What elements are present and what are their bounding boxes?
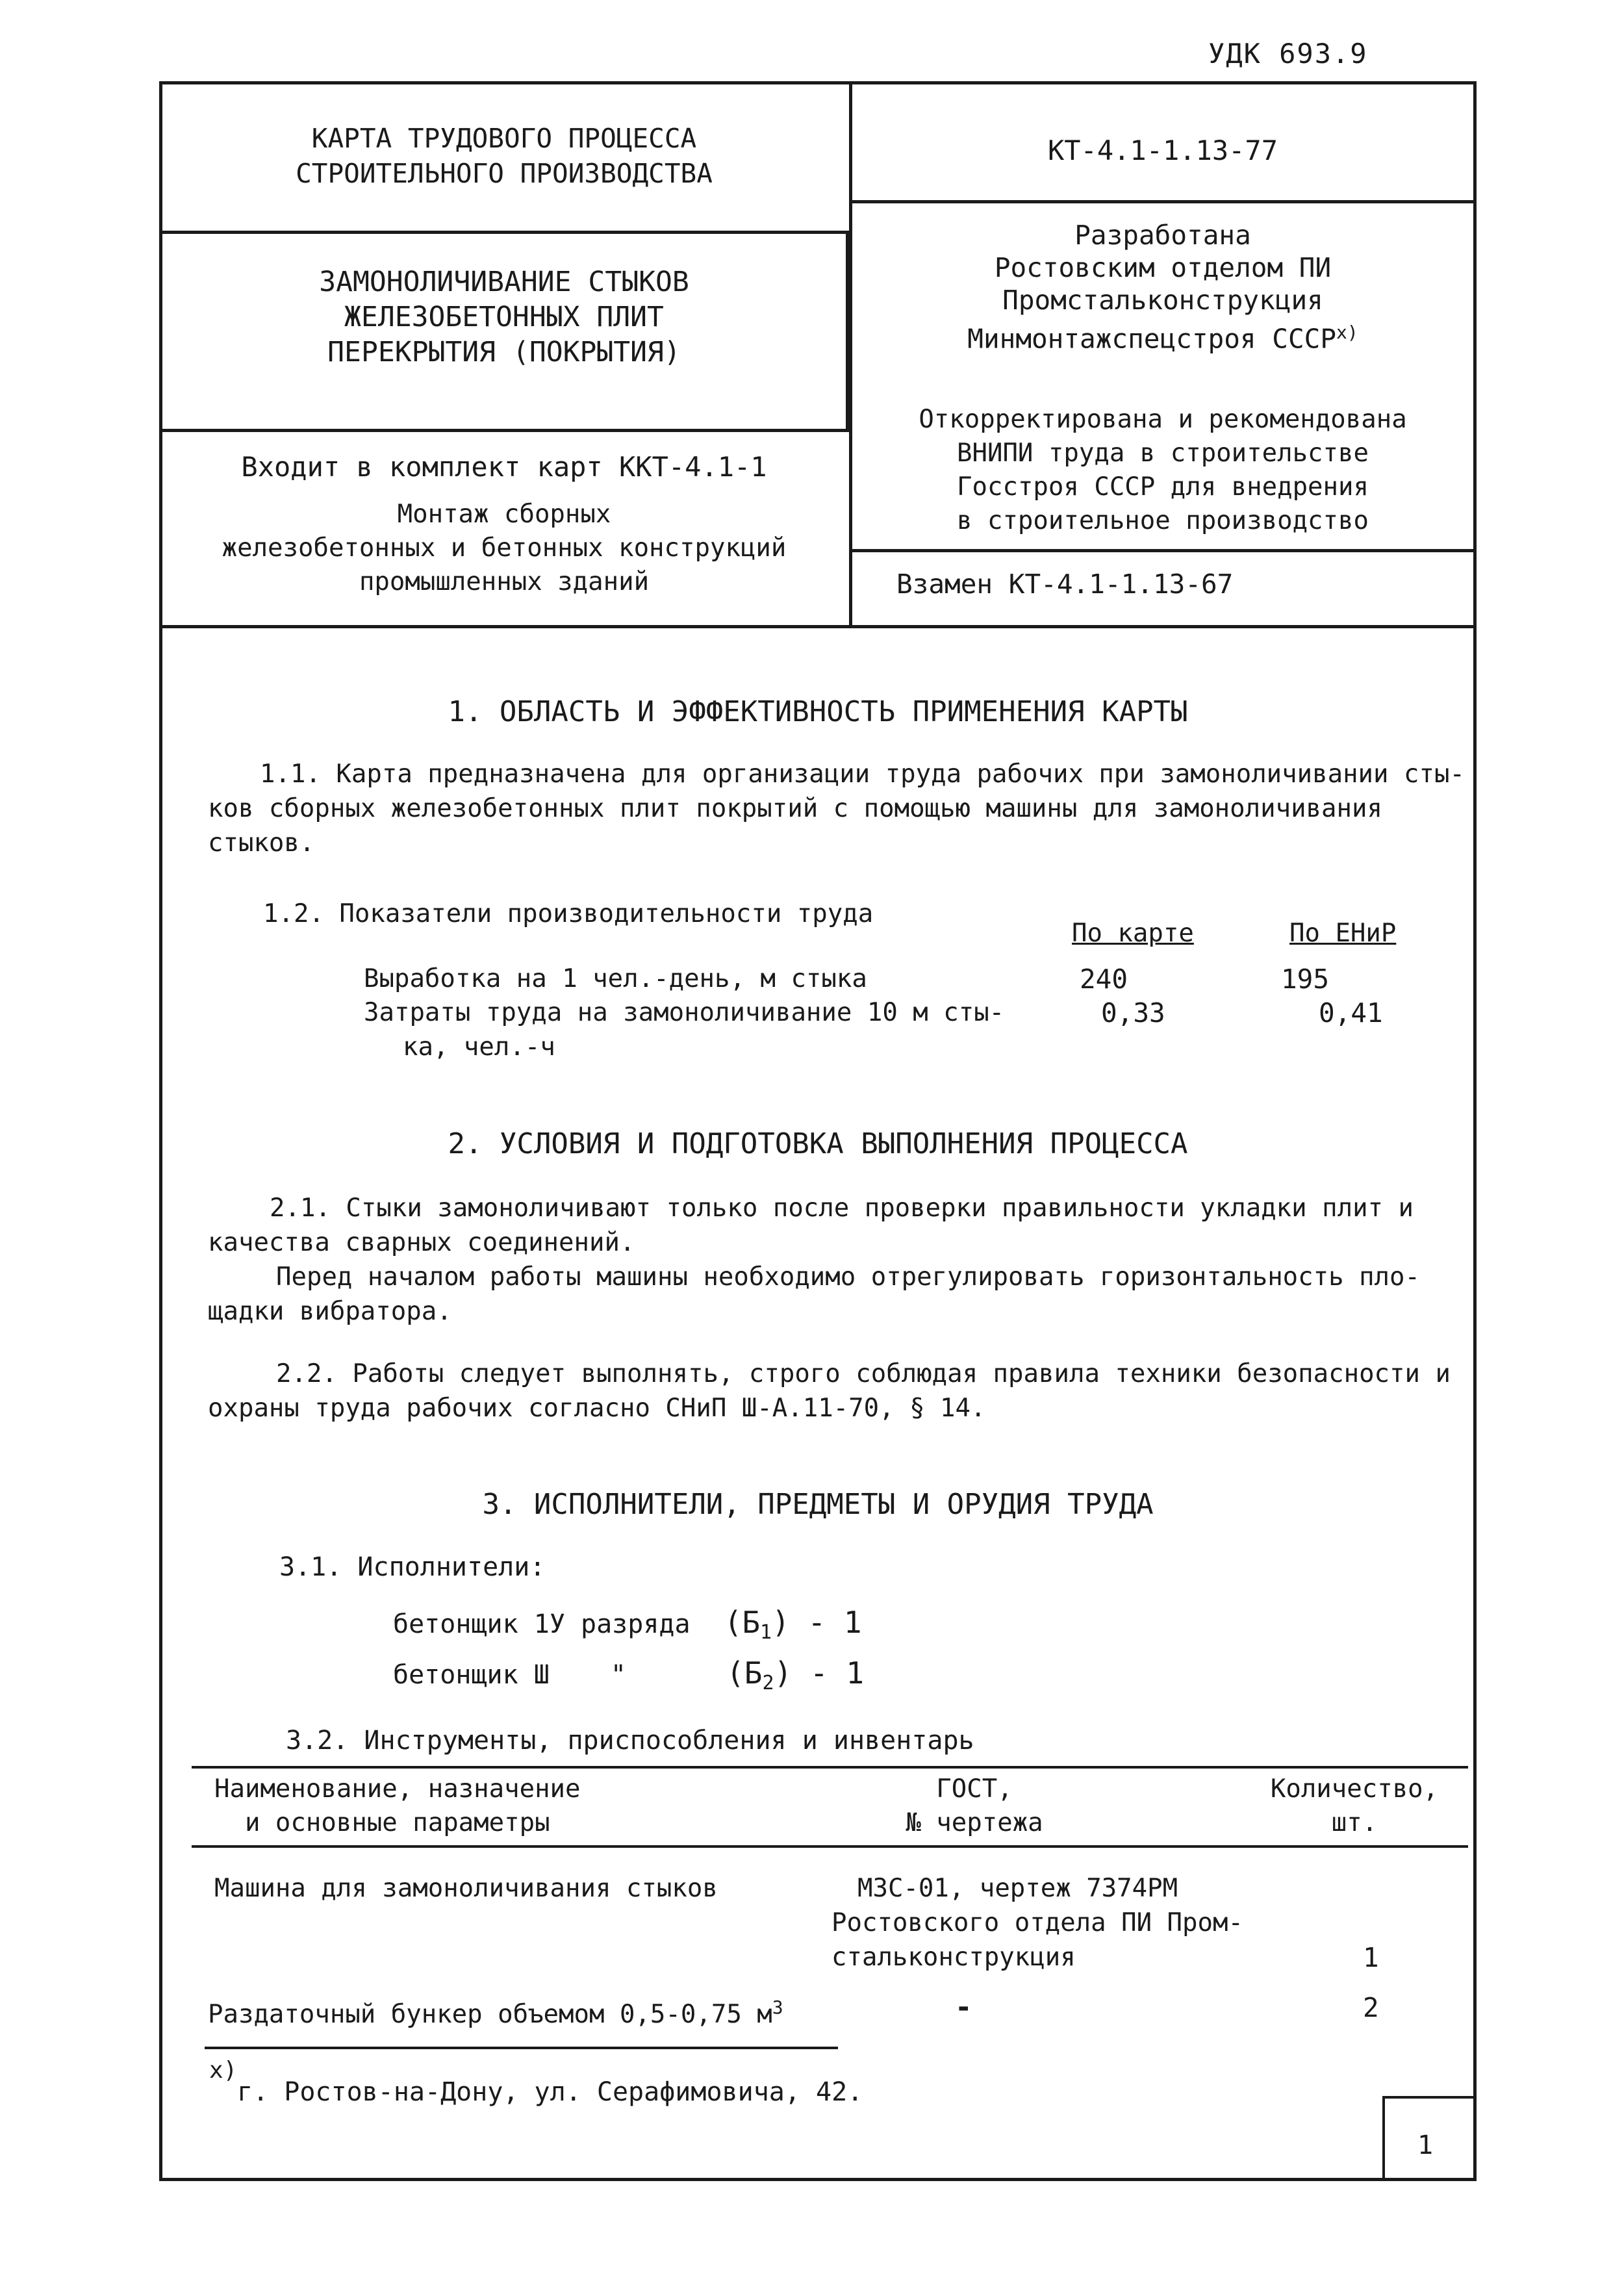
header-divider [849,200,1477,203]
paragraph-2-2: 2.2. Работы следует выполнять, строго соблюдая правила техники безопасности и охраны труда рабочих согласно СНиП Ш-А.11-70, § 14. [208,1359,1451,1423]
row-output-card: 240 [1080,964,1128,995]
table-row-1-quantity: 1 [1363,1942,1379,1973]
row-labor-enir: 0,41 [1319,997,1383,1029]
udk-code: УДК 693.9 [1208,38,1368,70]
section-3-heading: 3. ИСПОЛНИТЕЛИ, ПРЕДМЕТЫ И ОРУДИЯ ТРУДА [482,1488,1154,1521]
developed-by: Разработана Ростовским отделом ПИ Промстальконструкция Минмонтажспецстроя $СССР^{х)}$ [967,220,1358,355]
replaces-card: Взамен КТ-4.1-1.13-67 [896,569,1234,600]
card-code: КТ-4.1-1.13-77 [1047,134,1278,166]
header-divider [159,231,849,234]
paragraph-1-2: 1.2. Показатели производительности труда [263,899,874,928]
paragraph-3-1: 3.1. Исполнители: [279,1552,546,1582]
header-bottom-divider [159,625,1477,628]
paragraph-2-1: 2.1. Стыки замоноличивают только после проверки правильности укладки плит и качества сварных соединений. Перед началом работы машины необходимо отрегулировать горизонтальность пло- щадки вибратора. [208,1194,1420,1326]
row-labor-card: 0,33 [1101,997,1165,1029]
footnote-mark: х) [209,2057,238,2084]
paragraph-3-2: 3.2. Инструменты, приспособления и инвентарь [286,1726,974,1756]
table-top-rule [192,1766,1468,1769]
corrected-by: Откорректирована и рекомендована ВНИПИ труда в строительстве Госстроя СССР для внедрения в строительное производство [919,405,1407,535]
worker-2: бетонщик Ш " $(Б_2) - 1$ [393,1655,865,1694]
column-header-card: По карте [1072,919,1194,948]
card-type: КАРТА ТРУДОВОГО ПРОЦЕССА СТРОИТЕЛЬНОГО ПРОИЗВОДСТВА [296,123,713,189]
header-divider [159,429,849,432]
row-output-enir: 195 [1281,964,1330,995]
section-2-heading: 2. УСЛОВИЯ И ПОДГОТОВКА ВЫПОЛНЕНИЯ ПРОЦЕССА [448,1127,1188,1160]
set-description: Монтаж сборных железобетонных и бетонных конструкций промышленных зданий [222,500,787,596]
table-header-name: Наименование, назначение и основные параметры [214,1774,581,1837]
column-header-enir: По ЕНиР [1289,919,1397,948]
table-row-2-name: Раздаточный бункер объемом 0,5-0,75 $м^3$ [208,1997,783,2029]
table-row-1-gost: МЗС-01, чертеж 7374РМ Ростовского отдела ПИ Пром- стальконструкция [831,1874,1243,1972]
footnote-text: г. Ростов-на-Дону, ул. Серафимовича, 42. [237,2077,863,2107]
table-row-1-name: Машина для замоноличивания стыков [214,1874,718,1903]
table-row-2-quantity: 2 [1363,1992,1379,2023]
row-labor-label: Затраты труда на замоноличивание 10 м сты- ка, чел.-ч [364,998,1005,1062]
table-row-2-gost: - [955,1991,972,2024]
worker-1: бетонщик 1У разряда $(Б_1) - 1$ [393,1605,862,1644]
table-header-rule [192,1845,1468,1848]
set-membership: Входит в комплект карт ККТ-4.1-1 [241,451,767,483]
table-header-gost: ГОСТ, № чертежа [906,1774,1043,1837]
section-1-heading: 1. ОБЛАСТЬ И ЭФФЕКТИВНОСТЬ ПРИМЕНЕНИЯ КАРТЫ [448,695,1188,728]
page-number: 1 [1417,2130,1434,2160]
row-output-label: Выработка на 1 чел.-день, м стыка [364,964,867,993]
footnote-rule [205,2047,838,2049]
header-divider [849,549,1477,552]
table-header-quantity: Количество, шт. [1270,1774,1439,1837]
paragraph-1-1: 1.1. Карта предназначена для организации труда рабочих при замоноличивании сты- ков сборных железобетонных плит покрытий с помощью машины для замоноличивания стыков. [208,760,1465,858]
page-title: ЗАМОНОЛИЧИВАНИЕ СТЫКОВ ЖЕЛЕЗОБЕТОННЫХ ПЛИТ ПЕРЕКРЫТИЯ (ПОКРЫТИЯ) [319,266,689,368]
